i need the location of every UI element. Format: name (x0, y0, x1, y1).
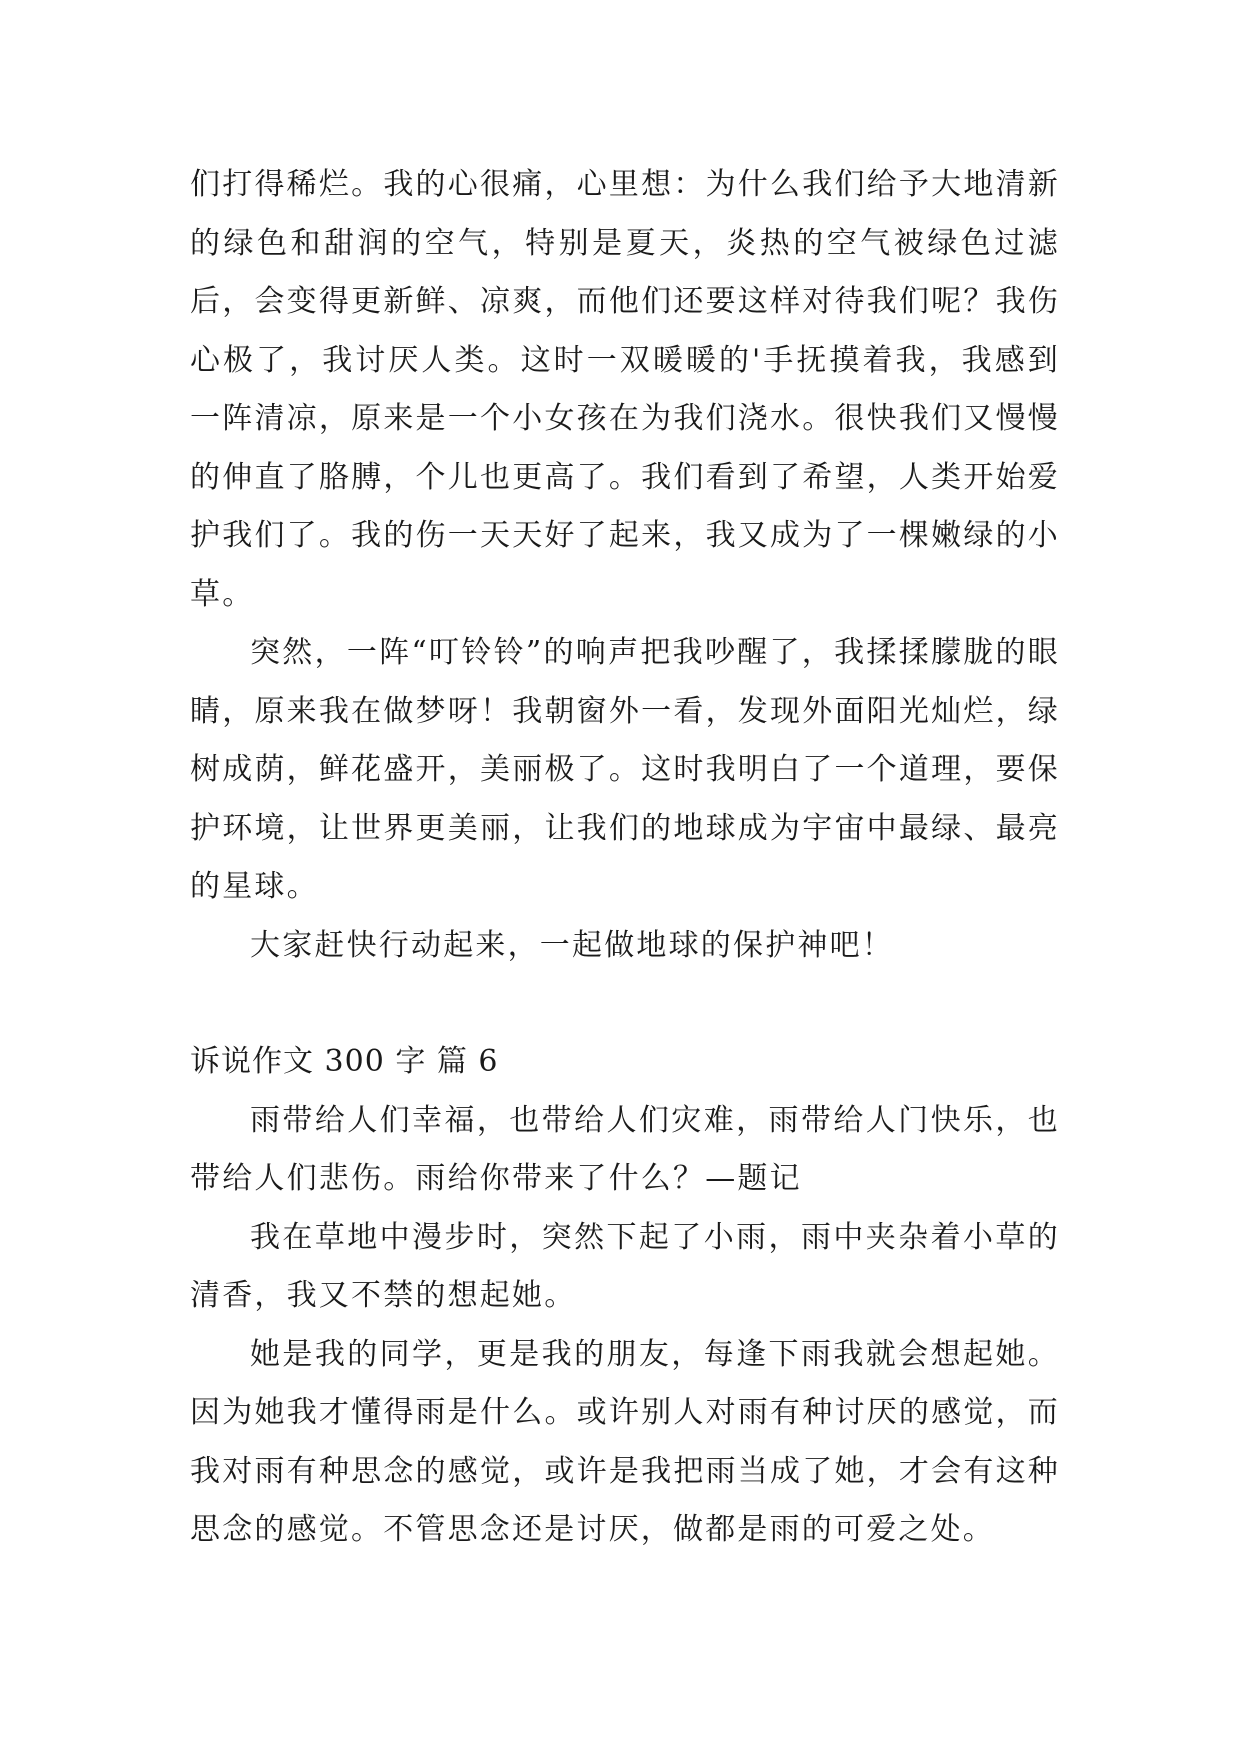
paragraph-epigraph: 雨带给人们幸福，也带给人们灾难，雨带给人门快乐，也带给人们悲伤。雨给你带来了什么？—题记 (190, 1102, 1060, 1196)
paragraph-continuation: 们打得稀烂。我的心很痛，心里想：为什么我们给予大地清新的绿色和甜润的空气，特别是夏天，炎热的空气被绿色过滤后，会变得更新鲜、凉爽，而他们还要这样对待我们呢？我伤心极了，我讨厌人类。这时一双暖暖的'手抚摸着我，我感到一阵清凉，原来是一个小女孩在为我们浇水。很快我们又慢慢的伸直了胳膊，个儿也更高了。我们看到了希望，人类开始爱护我们了。我的伤一天天好了起来，我又成为了一棵嫩绿的小草。 (190, 167, 1060, 612)
paragraph-dream-awake: 突然，一阵“叮铃铃”的响声把我吵醒了，我揉揉朦胧的眼睛，原来我在做梦呀！我朝窗外一看，发现外面阳光灿烂，绿树成荫，鲜花盛开，美丽极了。这时我明白了一个道理，要保护环境，让世界更美丽，让我们的地球成为宇宙中最绿、最亮的星球。 (190, 635, 1060, 904)
section-spacer (190, 975, 1060, 1033)
section-heading: 诉说作文 300 字 篇 6 (190, 1044, 499, 1079)
paragraph-friend: 她是我的同学，更是我的朋友，每逢下雨我就会想起她。因为她我才懂得雨是什么。或许别人对雨有种讨厌的感觉，而我对雨有种思念的感觉，或许是我把雨当成了她，才会有这种思念的感觉。不管思念还是讨厌，做都是雨的可爱之处。 (190, 1336, 1060, 1547)
article-body (190, 156, 1060, 1560)
paragraph-call-to-action: 大家赶快行动起来，一起做地球的保护神吧！ (250, 927, 894, 963)
paragraph-walking-in-rain: 我在草地中漫步时，突然下起了小雨，雨中夹杂着小草的清香，我又不禁的想起她。 (190, 1219, 1060, 1313)
